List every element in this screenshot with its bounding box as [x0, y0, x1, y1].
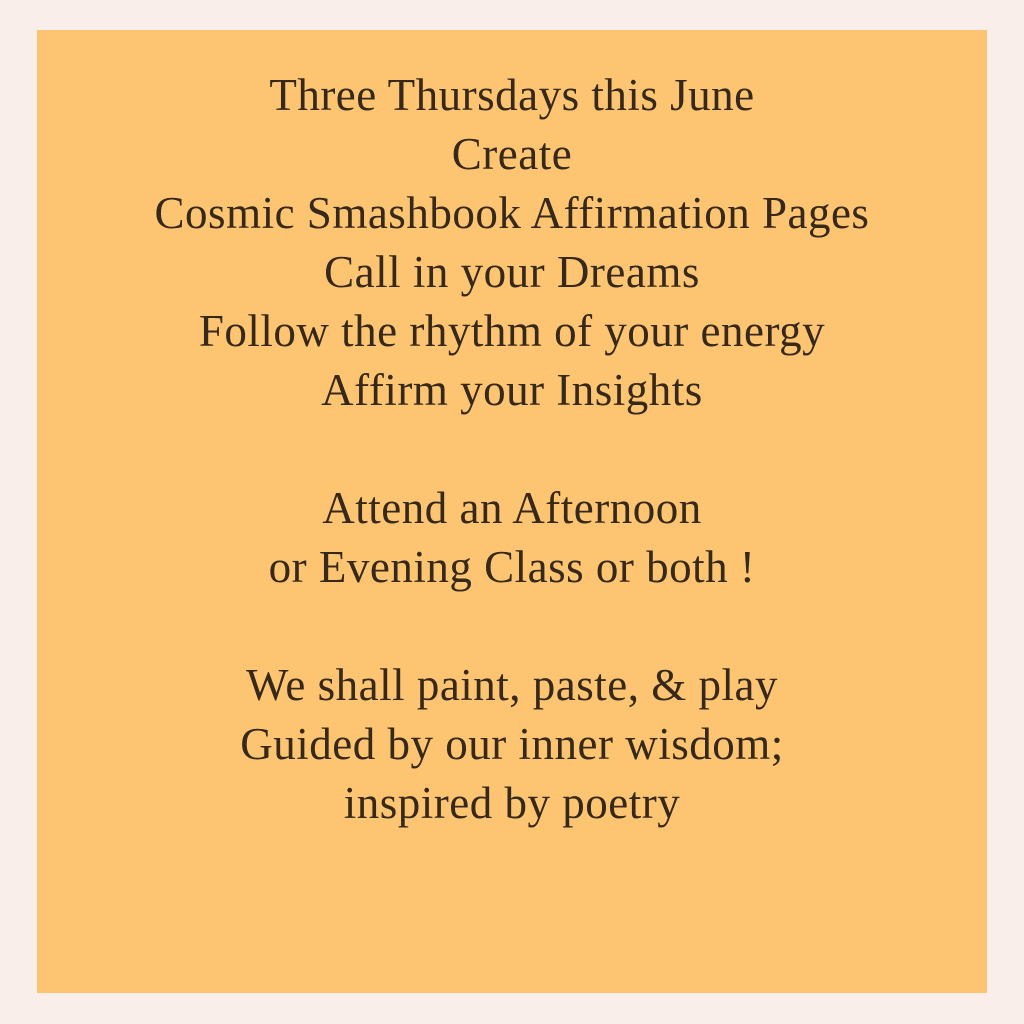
- poster-section-description: [37, 656, 987, 833]
- poster-section-schedule: [37, 479, 987, 597]
- poster-line: Affirm your Insights: [321, 365, 703, 415]
- poster-line: We shall paint, paste, & play: [246, 660, 778, 710]
- poster-line: Call in your Dreams: [324, 247, 700, 297]
- poster-section-intro: [37, 66, 987, 420]
- poster-line: Follow the rhythm of your energy: [198, 306, 826, 356]
- poster-line: Guided by our inner wisdom;: [240, 719, 784, 769]
- poster-card: [37, 30, 987, 993]
- poster-line: Create: [451, 129, 573, 179]
- poster-line: Three Thursdays this June: [269, 70, 755, 120]
- poster-line: or Evening Class or both !: [268, 542, 756, 592]
- poster-line: Attend an Afternoon: [322, 483, 702, 533]
- poster-line: Cosmic Smashbook Affirmation Pages: [154, 188, 870, 238]
- poster-line: inspired by poetry: [343, 778, 681, 828]
